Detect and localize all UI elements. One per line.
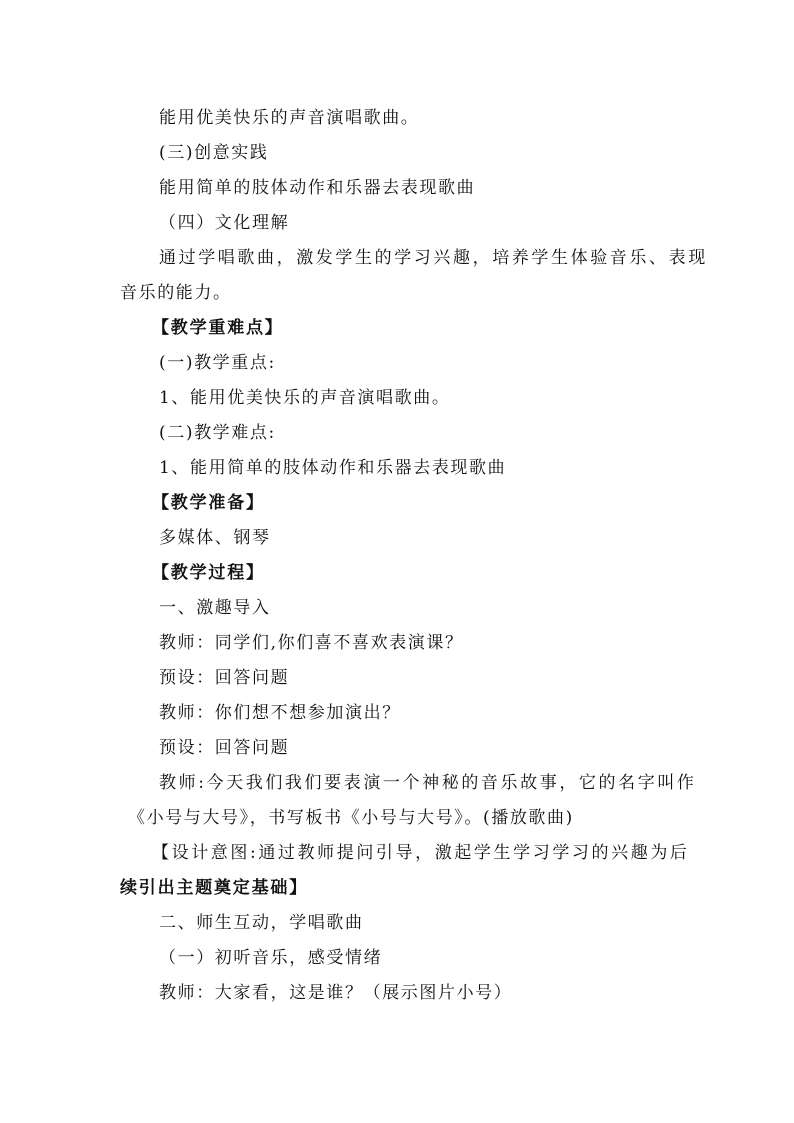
section-heading: (一)教学重点: — [159, 353, 276, 373]
paragraph-line: 能用简单的肢体动作和乐器去表现歌曲 — [159, 178, 476, 198]
dialogue-line: 预设：回答问题 — [159, 668, 290, 688]
section-heading: (三)创意实践 — [159, 143, 269, 163]
section-heading: 一、激趣导入 — [159, 598, 271, 618]
paragraph-line: 能用优美快乐的声音演唱歌曲。 — [159, 108, 420, 128]
design-note: 续引出主题奠定基础】 — [120, 878, 308, 898]
paragraph-line: 通过学唱歌曲，激发学生的学习兴趣，培养学生体验音乐、表现 — [159, 248, 708, 268]
dialogue-line: 教师：同学们,你们喜不喜欢表演课？ — [159, 633, 464, 653]
section-heading: (二)教学难点: — [159, 423, 276, 443]
section-heading: 二、师生互动，学唱歌曲 — [159, 913, 364, 933]
section-heading: （四）文化理解 — [159, 213, 290, 233]
bold-heading: 【教学过程】 — [152, 563, 265, 583]
paragraph-line: 《小号与大号》，书写板书《小号与大号》。(播放歌曲) — [128, 808, 574, 828]
paragraph-line: 1、能用简单的肢体动作和乐器去表现歌曲 — [159, 458, 507, 478]
dialogue-line: 教师：你们想不想参加演出？ — [159, 703, 401, 723]
section-heading: （一）初听音乐，感受情绪 — [159, 948, 383, 968]
paragraph-line: 多媒体、钢琴 — [159, 528, 271, 548]
paragraph-line: 音乐的能力。 — [120, 283, 232, 303]
dialogue-line: 教师：大家看，这是谁？（展示图片小号） — [159, 983, 513, 1003]
dialogue-line: 教师:今天我们我们要表演一个神秘的音乐故事，它的名字叫作 — [159, 773, 697, 793]
dialogue-line: 预设：回答问题 — [159, 738, 290, 758]
design-note: 【设计意图:通过教师提问引导，激起学生学习学习的兴趣为后 — [152, 843, 690, 863]
bold-heading: 【教学准备】 — [152, 493, 265, 513]
bold-heading: 【教学重难点】 — [152, 318, 284, 338]
paragraph-line: 1、能用优美快乐的声音演唱歌曲。 — [159, 388, 451, 408]
